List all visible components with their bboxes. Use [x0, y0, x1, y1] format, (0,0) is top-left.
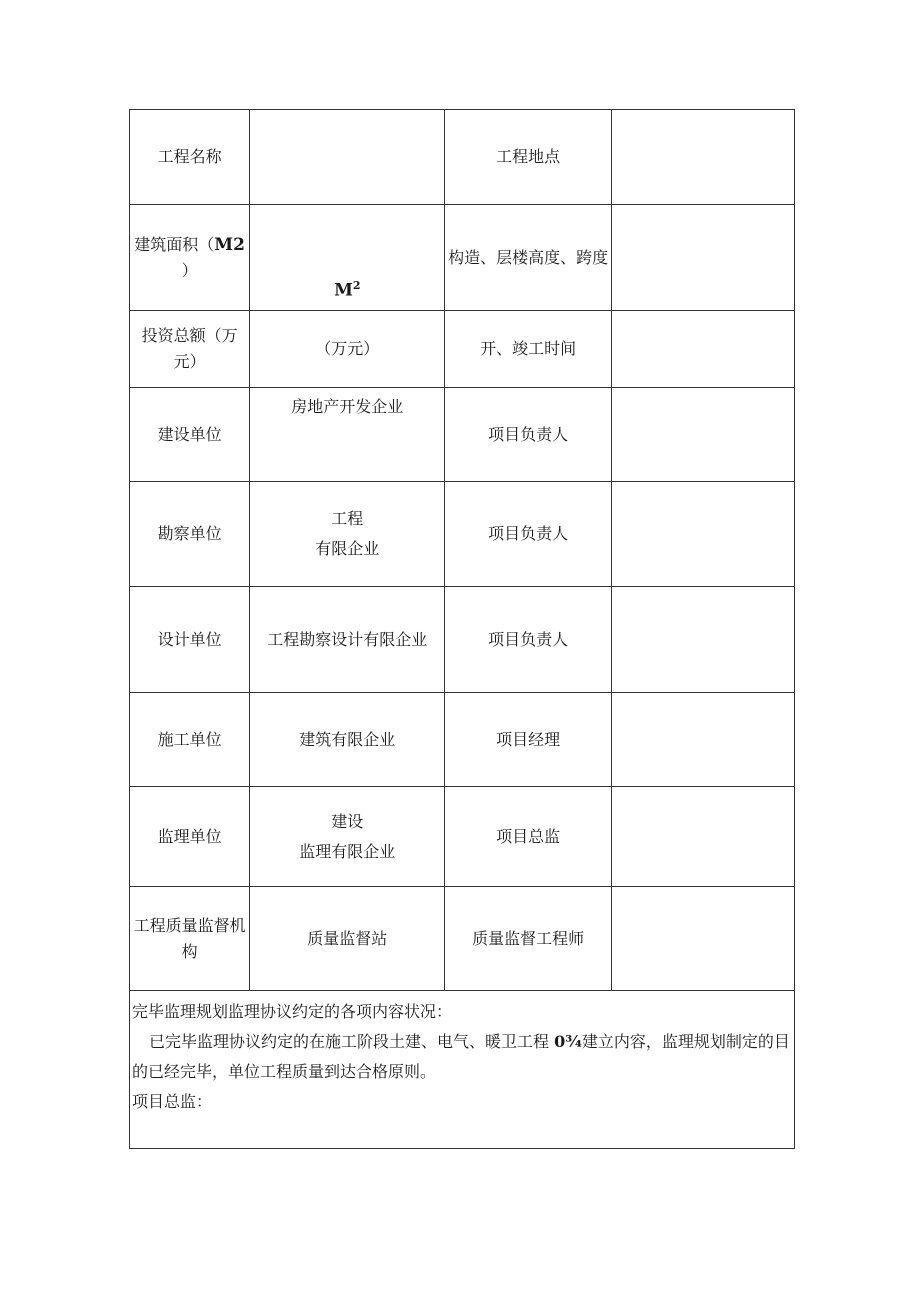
row-label-investment: 投资总额（万元）: [130, 311, 250, 388]
row-value-schedule: [611, 311, 794, 388]
table-row: [130, 110, 795, 205]
table-row: [130, 311, 795, 388]
row-value-contractor: 建筑有限企业: [250, 693, 445, 787]
row-label-project-leader-1: 项目负责人: [445, 388, 611, 482]
row-value-design-unit: 工程勘察设计有限企业: [250, 587, 445, 693]
table-row: [130, 887, 795, 991]
table-row: [130, 587, 795, 693]
row-label-construction-unit: 建设单位: [130, 388, 250, 482]
row-label-project-name: 工程名称: [130, 110, 250, 205]
row-label-contractor: 施工单位: [130, 693, 250, 787]
row-value-project-leader-2: [611, 482, 794, 587]
row-value-project-leader-1: [611, 388, 794, 482]
summary-cell: [130, 991, 795, 1149]
row-label-project-leader-3: 项目负责人: [445, 587, 611, 693]
table-row: [130, 205, 795, 311]
area-unit: $M^2$: [334, 279, 361, 301]
row-label-project-leader-2: 项目负责人: [445, 482, 611, 587]
table-row: [130, 787, 795, 887]
row-label-chief-supervisor: 项目总监: [445, 787, 611, 887]
row-value-project-location: [611, 110, 794, 205]
row-value-structure: [611, 205, 794, 311]
row-label-quality-engineer: 质量监督工程师: [445, 887, 611, 991]
row-value-quality-engineer: [611, 887, 794, 991]
row-value-chief-supervisor: [611, 787, 794, 887]
summary-body: 已完毕监理协议约定的在施工阶段土建、电气、暖卫工程 0¾建立内容，监理规划制定的目的已经完毕，单位工程质量到达合格原则。: [132, 1032, 790, 1081]
table-row: [130, 991, 795, 1149]
row-value-supervision-unit: 建设 监理有限企业: [250, 787, 445, 887]
row-value-survey-unit: 工程 有限企业: [250, 482, 445, 587]
row-label-project-location: 工程地点: [445, 110, 611, 205]
table-row: [130, 388, 795, 482]
row-value-project-manager: [611, 693, 794, 787]
acceptance-form-table: [129, 109, 795, 1149]
summary-signature-label: 项目总监：: [132, 1092, 213, 1111]
row-value-quality-agency: 质量监督站: [250, 887, 445, 991]
row-label-survey-unit: 勘察单位: [130, 482, 250, 587]
row-value-investment: （万元）: [250, 311, 445, 388]
row-value-building-area: [250, 205, 445, 311]
row-value-project-leader-3: [611, 587, 794, 693]
row-value-construction-unit: 房地产开发企业: [250, 388, 445, 482]
row-label-schedule: 开、竣工时间: [445, 311, 611, 388]
row-value-project-name: [250, 110, 445, 205]
row-label-quality-agency: 工程质量监督机构: [130, 887, 250, 991]
row-label-supervision-unit: 监理单位: [130, 787, 250, 887]
row-label-design-unit: 设计单位: [130, 587, 250, 693]
row-label-structure: 构造、层楼高度、跨度: [445, 205, 611, 311]
table-row: [130, 693, 795, 787]
summary-heading: 完毕监理规划监理协议约定的各项内容状况：: [132, 1002, 453, 1021]
table-row: [130, 482, 795, 587]
row-label-project-manager: 项目经理: [445, 693, 611, 787]
row-label-building-area: 建筑面积（M2 ）: [130, 205, 250, 311]
